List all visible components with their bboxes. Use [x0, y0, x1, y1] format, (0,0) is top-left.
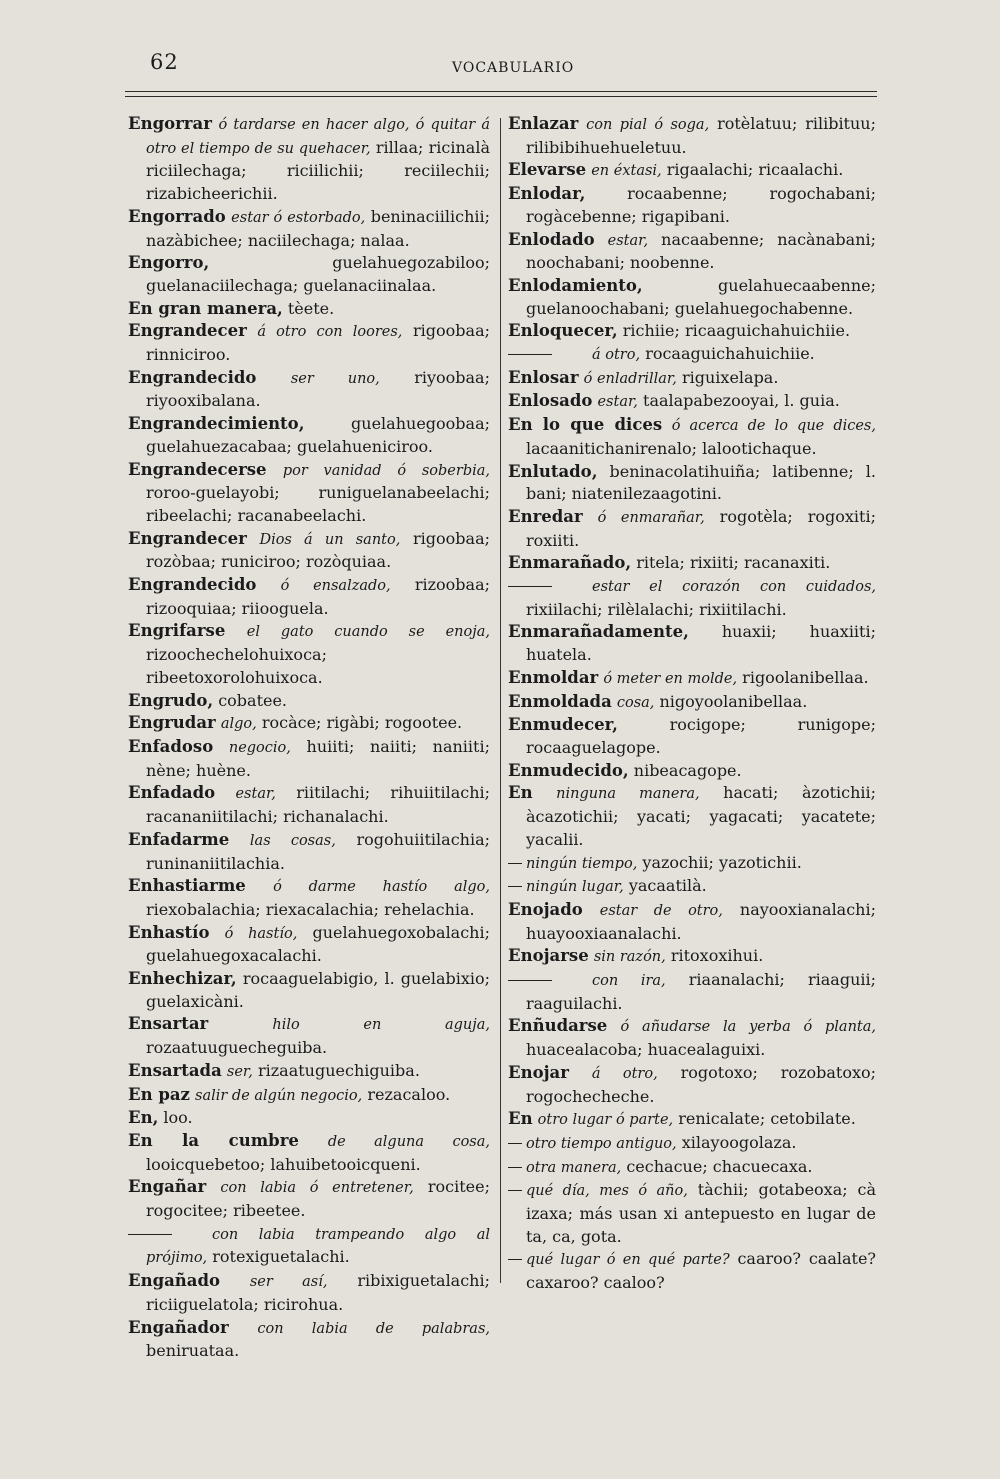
entry-qualifier: algo,: [220, 716, 257, 733]
dictionary-entry: [128, 736, 490, 782]
entry-translation: lacaanitichanirenalo; lalootichaque.: [526, 438, 817, 458]
dictionary-entry: [508, 113, 876, 159]
entry-qualifier: con labia de palabras,: [257, 1320, 490, 1337]
ditto-dash: [508, 586, 552, 587]
header-rule-thin: [125, 96, 877, 97]
entry-headword: Enmudecer,: [508, 715, 618, 735]
dictionary-entry: [128, 320, 490, 366]
ditto-dash: [508, 1190, 522, 1191]
dictionary-entry: [508, 875, 876, 899]
entry-qualifier: con labia trampeando algo al prójimo,: [146, 1226, 490, 1267]
dictionary-entry: [128, 574, 490, 620]
dictionary-entry: [508, 414, 876, 460]
dictionary-entry: [508, 760, 876, 783]
dictionary-entry: [508, 229, 876, 275]
entry-translation: rigaalachi; ricaalachi.: [666, 160, 844, 180]
entry-translation: beninacolatihuiña; latibenne; l. bani; niatenilezaagotini.: [526, 461, 876, 504]
dictionary-entry: [128, 1317, 490, 1363]
dictionary-entry: [508, 714, 876, 759]
entry-translation: rocigope; runigope; rocaaguelagope.: [526, 715, 876, 757]
entry-headword: Engañar: [128, 1177, 207, 1197]
entry-headword: Enmarañado,: [508, 553, 632, 573]
entry-translation: rozaatuuguecheguiba.: [146, 1038, 328, 1058]
entry-qualifier: ó añudarse la yerba ó planta,: [620, 1019, 876, 1036]
running-title: VOCABULARIO: [452, 60, 575, 76]
dictionary-entry: [508, 1015, 876, 1061]
entry-headword: Enmoldar: [508, 667, 599, 687]
entry-translation: nibeacagope.: [633, 760, 742, 780]
entry-qualifier: con pial ó soga,: [586, 117, 710, 133]
dictionary-entry: [128, 620, 490, 689]
entry-qualifier: otro tiempo antiguo,: [526, 1135, 677, 1152]
entry-translation: tàchii; gotabeoxa; cà izaxa; más usan xi antepuesto en lugar de ta, ca, gota.: [526, 1180, 877, 1246]
entry-headword: Ensartada: [128, 1060, 222, 1080]
right-column: [508, 113, 876, 1295]
left-column: [128, 113, 490, 1363]
dictionary-entry: [508, 667, 876, 691]
dictionary-entry: [508, 899, 876, 945]
entry-translation: rizoochechelohuixoca; ribeetoxorolohuixoca.: [146, 645, 327, 687]
entry-headword: Enojarse: [508, 946, 589, 966]
dictionary-entry: [508, 691, 876, 715]
dictionary-entry: [508, 1132, 876, 1156]
dictionary-entry: [128, 367, 490, 413]
entry-headword: Engorrado: [128, 206, 226, 226]
dictionary-entry: [128, 690, 490, 713]
entry-headword: Engrandecido: [128, 575, 257, 595]
entry-translation: xilayoogolaza.: [681, 1132, 797, 1152]
ditto-dash: [508, 886, 522, 887]
entry-translation: rogotoxo; rozobatoxo; rogochecheche.: [526, 1062, 876, 1106]
entry-headword: Engañado: [128, 1271, 221, 1291]
dictionary-entry: [508, 367, 876, 391]
entry-headword: Enñudarse: [508, 1016, 608, 1036]
entry-translation: rotexiguetalachi.: [212, 1247, 350, 1267]
entry-translation: richiie; ricaaguichahuichiie.: [622, 321, 851, 341]
entry-qualifier: ser uno,: [290, 370, 380, 387]
entry-translation: guelahuegoobaa; guelahuezacabaa; guelahueniciroo.: [146, 414, 490, 456]
entry-qualifier: ningún tiempo,: [526, 855, 638, 872]
dictionary-entry: [508, 1179, 876, 1248]
entry-qualifier: estar de otro,: [599, 902, 723, 919]
dictionary-entry: [508, 506, 876, 552]
entry-translation: huiiti; naiiti; naniiti; nène; huène.: [146, 736, 490, 780]
entry-translation: looicquebetoo; lahuibetooicqueni.: [146, 1154, 421, 1174]
entry-qualifier: estar,: [597, 394, 638, 411]
entry-qualifier: á otro con loores,: [257, 324, 403, 341]
entry-headword: Enlutado,: [508, 461, 598, 481]
entry-translation: rigoolanibellaa.: [742, 667, 869, 687]
dictionary-entry: [508, 552, 876, 575]
entry-qualifier: el gato cuando se enoja,: [246, 624, 491, 641]
entry-translation: nacaabenne; nacànabani; noochabani; noobenne.: [526, 229, 877, 273]
entry-headword: Engañador: [128, 1317, 229, 1337]
entry-translation: rocaaguelabigio, l. guelabixio; guelaxicàni.: [146, 969, 491, 1011]
dictionary-entry: [508, 1248, 876, 1294]
entry-qualifier: negocio,: [228, 739, 291, 756]
dictionary-entry: [128, 1084, 490, 1108]
entry-translation: rogohuiitilachia; runinaniitilachia.: [146, 829, 491, 873]
entry-qualifier: en éxtasi,: [591, 163, 662, 180]
dictionary-entry: [128, 459, 490, 528]
entry-qualifier: estar ó estorbado,: [231, 209, 366, 226]
entry-translation: roroo-guelayobi; runiguelanabeelachi; ribeelachi; racanabeelachi.: [146, 483, 490, 525]
entry-translation: guelahuegozabiloo; guelanaciilechaga; guelanaciinalaa.: [146, 253, 490, 295]
entry-headword: Elevarse: [508, 160, 587, 180]
entry-qualifier: qué día, mes ó año,: [526, 1183, 688, 1200]
dictionary-entry: [128, 298, 490, 321]
entry-translation: cechacue; chacuecaxa.: [626, 1156, 813, 1176]
entry-qualifier: ó tardarse en hacer algo, ó quitar á otro el tiempo de su quehacer,: [146, 117, 490, 157]
entry-headword: Engrandecido: [128, 367, 257, 387]
page-number: 62: [150, 50, 179, 74]
dictionary-entry: [508, 1156, 876, 1180]
dictionary-entry: [508, 575, 876, 621]
entry-qualifier: ó meter en molde,: [603, 670, 738, 687]
header-rule: [125, 91, 877, 92]
dictionary-entry: [508, 183, 876, 228]
ditto-dash: [128, 1234, 172, 1235]
entry-headword: Enlosar: [508, 367, 579, 387]
entry-translation: nigoyoolanibellaa.: [659, 691, 808, 711]
entry-qualifier: Dios á un santo,: [259, 531, 401, 548]
entry-qualifier: ó darme hastío algo,: [273, 879, 490, 896]
entry-headword: Enmudecido,: [508, 760, 629, 780]
entry-headword: En,: [128, 1108, 159, 1128]
entry-headword: Engrudo,: [128, 690, 214, 710]
entry-qualifier: ser así,: [249, 1274, 328, 1291]
dictionary-entry: [128, 113, 490, 206]
dictionary-entry: [508, 1062, 876, 1108]
dictionary-entry: [508, 343, 876, 367]
entry-translation: hacati; àzotichii; àcazotichii; yacati; yagacati; yacatete; yacalii.: [526, 783, 877, 849]
entry-translation: rigoobaa; rinniciroo.: [146, 321, 490, 365]
entry-translation: rillaa; ricinalà riciilechaga; riciilichii; reciilechii; rizabicheerichii.: [146, 137, 490, 204]
entry-headword: Engrandecerse: [128, 459, 267, 479]
dictionary-entry: [508, 461, 876, 506]
entry-headword: Enfadoso: [128, 736, 214, 756]
dictionary-entry: [128, 922, 490, 968]
entry-translation: rizaatuguechiguiba.: [257, 1060, 420, 1080]
entry-translation: rocàce; rigàbi; rogootee.: [261, 713, 463, 733]
entry-translation: ritela; rixiiti; racanaxiti.: [636, 553, 831, 573]
entry-headword: En paz: [128, 1084, 190, 1104]
entry-translation: taalapabezooyai, l. guia.: [643, 391, 840, 411]
dictionary-entry: [128, 968, 490, 1013]
entry-headword: Enredar: [508, 506, 583, 526]
dictionary-entry: [508, 852, 876, 876]
entry-translation: beniruataa.: [146, 1341, 240, 1361]
entry-headword: En la cumbre: [128, 1130, 299, 1150]
entry-headword: Enojar: [508, 1062, 569, 1082]
dictionary-entry: [508, 945, 876, 969]
dictionary-entry: [508, 782, 876, 851]
entry-translation: huaxii; huaxiiti; huatela.: [526, 622, 876, 665]
entry-translation: riitilachi; rihuiitilachi; racananiitilachi; richanalachi.: [146, 783, 491, 827]
entry-headword: Enlazar: [508, 114, 579, 133]
entry-headword: Engrandecer: [128, 321, 247, 341]
dictionary-entry: [508, 621, 876, 666]
entry-qualifier: ser,: [226, 1063, 253, 1080]
entry-translation: tèete.: [287, 298, 335, 318]
ditto-dash: [508, 863, 522, 864]
ditto-dash: [508, 980, 552, 981]
dictionary-entry: [128, 1130, 490, 1176]
entry-qualifier: cosa,: [616, 694, 655, 711]
dictionary-entry: [128, 1060, 490, 1084]
column-divider: [500, 118, 501, 1283]
entry-translation: ribixiguetalachi; riciiguelatola; ricirohua.: [146, 1271, 490, 1314]
dictionary-entry: [128, 1176, 490, 1222]
entry-translation: caaroo? caalate? caxaroo? caaloo?: [526, 1249, 876, 1293]
dictionary-entry: [128, 206, 490, 252]
entry-headword: Enloquecer,: [508, 321, 618, 341]
entry-headword: Engorro,: [128, 253, 210, 273]
entry-translation: rotèlatuu; rilibituu; rilibibihuehueletuu.: [526, 114, 876, 157]
entry-qualifier: ó enmarañar,: [597, 509, 705, 526]
dictionary-entry: [508, 159, 876, 183]
entry-headword: En: [508, 1109, 533, 1129]
entry-translation: rizoobaa; rizooquiaa; riiooguela.: [146, 575, 491, 618]
entry-headword: Enlodado: [508, 229, 595, 249]
entry-qualifier: hilo en aguja,: [272, 1017, 490, 1034]
entry-translation: loo.: [163, 1108, 193, 1128]
dictionary-entry: [128, 1107, 490, 1130]
entry-headword: Enhastío: [128, 922, 210, 942]
entry-translation: nayooxianalachi; huayooxiaanalachi.: [526, 899, 876, 943]
dictionary-entry: [508, 969, 876, 1015]
entry-qualifier: las cosas,: [249, 832, 336, 849]
entry-headword: Engrifarse: [128, 621, 226, 641]
entry-qualifier: ó enladrillar,: [583, 370, 677, 387]
entry-headword: Enfadarme: [128, 829, 230, 849]
dictionary-entry: [128, 1013, 490, 1059]
dictionary-entry: [128, 829, 490, 875]
entry-headword: Ensartar: [128, 1014, 209, 1034]
dictionary-entry: [128, 875, 490, 921]
entry-qualifier: otra manera,: [526, 1159, 622, 1176]
entry-qualifier: sin razón,: [593, 949, 666, 966]
entry-headword: En gran manera,: [128, 298, 283, 318]
entry-headword: Enmarañadamente,: [508, 622, 689, 642]
entry-translation: ritoxoxihui.: [670, 946, 764, 966]
entry-headword: Engrandecer: [128, 528, 247, 548]
entry-qualifier: de alguna cosa,: [327, 1133, 490, 1150]
entry-translation: rocaabenne; rogochabani; rogàcebenne; rigapibani.: [526, 184, 876, 226]
entry-translation: guelahuegoxobalachi; guelahuegoxacalachi.: [146, 922, 490, 966]
dictionary-entry: [508, 275, 876, 320]
entry-translation: yacaatilà.: [628, 876, 707, 896]
entry-qualifier: estar el corazón con cuidados,: [592, 579, 876, 596]
ditto-dash: [508, 1143, 522, 1144]
entry-qualifier: con ira,: [592, 973, 666, 990]
dictionary-entry: [508, 320, 876, 343]
entry-qualifier: ninguna manera,: [556, 786, 700, 803]
entry-translation: riaanalachi; riaaguii; raaguilachi.: [526, 970, 877, 1013]
entry-headword: Enlosado: [508, 391, 593, 411]
entry-headword: Enlodar,: [508, 184, 586, 204]
entry-qualifier: á otro,: [592, 347, 641, 364]
entry-translation: riguixelapa.: [681, 367, 779, 387]
dictionary-entry: [128, 252, 490, 297]
entry-headword: En: [508, 783, 533, 803]
entry-qualifier: ó ensalzado,: [280, 578, 391, 595]
entry-qualifier: estar,: [607, 232, 649, 249]
entry-qualifier: otro lugar ó parte,: [537, 1112, 674, 1129]
entry-headword: Enhechizar,: [128, 969, 237, 989]
dictionary-entry: [128, 1270, 490, 1316]
entry-translation: huacealacoba; huacealaguixi.: [526, 1040, 766, 1060]
entry-headword: Enojado: [508, 899, 583, 919]
entry-translation: rocitee; rogocitee; ribeetee.: [146, 1177, 490, 1221]
dictionary-entry: [128, 782, 490, 828]
dictionary-entry: [128, 712, 490, 736]
entry-qualifier: con labia ó entretener,: [220, 1180, 414, 1197]
dictionary-entry: [508, 390, 876, 414]
ditto-dash: [508, 354, 552, 355]
entry-headword: Engorrar: [128, 114, 212, 133]
entry-translation: cobatee.: [218, 690, 288, 710]
entry-translation: rezacaloo.: [367, 1084, 451, 1104]
entry-translation: rocaaguichahuichiie.: [645, 344, 815, 364]
entry-headword: Engrandecimiento,: [128, 414, 305, 434]
entry-headword: Engrudar: [128, 713, 216, 733]
dictionary-entry: [508, 1108, 876, 1132]
entry-qualifier: ó hastío,: [224, 925, 298, 942]
entry-headword: En lo que dices: [508, 415, 663, 435]
entry-headword: Enfadado: [128, 783, 216, 803]
dictionary-entry: [128, 528, 490, 574]
entry-qualifier: estar,: [235, 786, 276, 803]
entry-translation: rigoobaa; rozòbaa; runiciroo; rozòquiaa.: [146, 528, 490, 572]
ditto-dash: [508, 1167, 522, 1168]
entry-qualifier: por vanidad ó soberbia,: [282, 462, 490, 479]
dictionary-entry: [128, 413, 490, 458]
entry-translation: rogotèla; rogoxiti; roxiiti.: [526, 506, 876, 550]
entry-qualifier: ó acerca de lo que dices,: [671, 418, 876, 435]
entry-translation: riyoobaa; riyooxibalana.: [146, 367, 490, 411]
ditto-dash: [508, 1259, 522, 1260]
entry-translation: guelahuecaabenne; guelanoochabani; guelahuegochabenne.: [526, 275, 876, 318]
entry-translation: riexobalachia; riexacalachia; rehelachia.: [146, 899, 475, 919]
entry-qualifier: qué lugar ó en qué parte?: [526, 1252, 730, 1269]
entry-translation: beninaciilichii; nazàbichee; naciilechaga; nalaa.: [146, 206, 490, 250]
entry-qualifier: á otro,: [591, 1065, 658, 1082]
entry-translation: rixiilachi; rilèlalachi; rixiitilachi.: [526, 599, 787, 619]
entry-qualifier: salir de algún negocio,: [195, 1087, 363, 1104]
entry-headword: Enhastiarme: [128, 876, 246, 896]
entry-qualifier: ningún lugar,: [526, 879, 624, 896]
entry-translation: renicalate; cetobilate.: [678, 1109, 856, 1129]
dictionary-entry: [128, 1223, 490, 1270]
entry-translation: yazochii; yazotichii.: [642, 852, 802, 872]
entry-headword: Enlodamiento,: [508, 275, 643, 295]
entry-headword: Enmoldada: [508, 691, 612, 711]
